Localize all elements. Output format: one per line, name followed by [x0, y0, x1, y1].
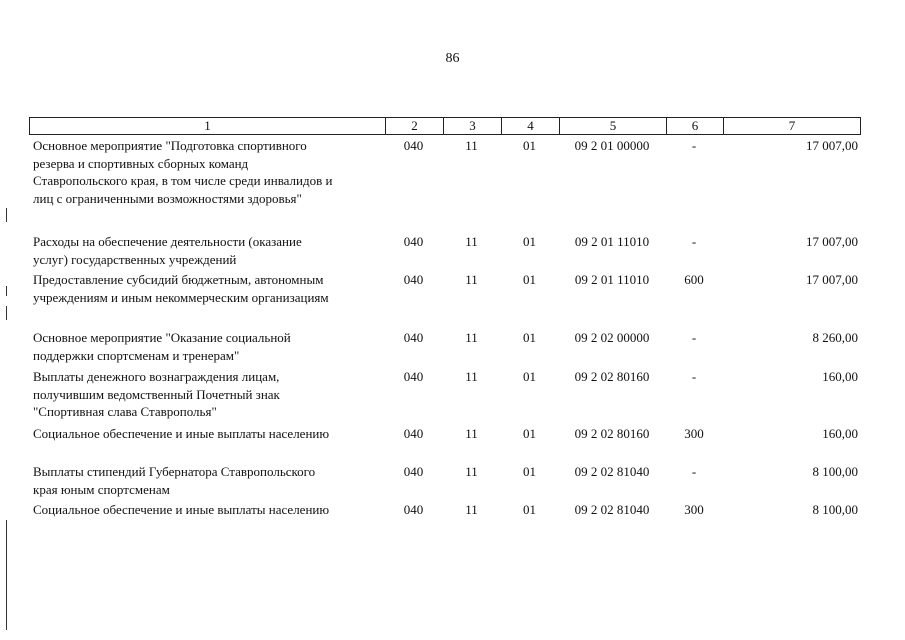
cell-col-2: 040: [403, 234, 424, 249]
row-name-line: поддержки спортсменам и тренерам": [33, 347, 240, 363]
cell-col-7: 8 260,00: [812, 330, 858, 345]
cell-col-3: 11: [465, 272, 478, 287]
row-name-line: резерва и спортивных сборных команд: [33, 155, 249, 171]
row-name: [33, 271, 383, 306]
scan-edge-mark: [6, 306, 7, 320]
cell-col-3: 11: [465, 426, 478, 441]
cell-col-2: 040: [403, 369, 424, 384]
cell-col-7: 17 007,00: [806, 138, 858, 153]
cell-col-3: 11: [465, 330, 478, 345]
cell-col-4: 01: [523, 234, 536, 249]
cell-col-6: -: [691, 138, 697, 153]
scan-edge-mark: [6, 520, 7, 630]
cell-col-6: 300: [684, 426, 704, 441]
cell-col-5: 09 2 01 00000: [574, 138, 650, 153]
cell-col-3: 11: [465, 502, 478, 517]
column-header-1: 1: [29, 117, 386, 135]
cell-col-2: 040: [403, 426, 424, 441]
cell-col-4: 01: [523, 330, 536, 345]
row-name: [33, 137, 383, 207]
cell-col-3: 11: [465, 464, 478, 479]
cell-col-2: 040: [403, 138, 424, 153]
cell-col-5: 09 2 02 80160: [574, 369, 650, 384]
cell-col-4: 01: [523, 369, 536, 384]
row-name: [33, 501, 383, 519]
column-header-4: 4: [501, 117, 560, 135]
row-name-line: Расходы на обеспечение деятельности (оказание: [33, 234, 302, 249]
cell-col-4: 01: [523, 502, 536, 517]
cell-col-6: 300: [684, 502, 704, 517]
row-name-line: Основное мероприятие "Подготовка спортивного: [33, 138, 307, 153]
cell-col-5: 09 2 02 81040: [574, 502, 650, 517]
column-header-6: 6: [666, 117, 724, 135]
row-name-line: Социальное обеспечение и иные выплаты населению: [33, 502, 330, 517]
row-name-line: получившим ведомственный Почетный знак: [33, 386, 280, 402]
column-header-5: 5: [559, 117, 667, 135]
row-name-line: "Спортивная слава Ставрополья": [33, 404, 217, 419]
cell-col-6: -: [691, 234, 697, 249]
column-header-2: 2: [385, 117, 444, 135]
cell-col-2: 040: [403, 330, 424, 345]
row-name: [33, 233, 383, 268]
row-name-line: Выплаты стипендий Губернатора Ставропольского: [33, 464, 316, 479]
row-name-line: Основное мероприятие "Оказание социальной: [33, 330, 291, 345]
row-name: [33, 368, 383, 421]
row-name-line: Выплаты денежного вознаграждения лицам,: [33, 369, 280, 384]
cell-col-2: 040: [403, 502, 424, 517]
row-name-line: учреждениям и иным некоммерческим организациям: [33, 289, 329, 305]
cell-col-3: 11: [465, 234, 478, 249]
cell-col-3: 11: [465, 369, 478, 384]
row-name-line: Социальное обеспечение и иные выплаты населению: [33, 426, 330, 441]
cell-col-4: 01: [523, 138, 536, 153]
cell-col-7: 17 007,00: [806, 234, 858, 249]
page-number: 86: [445, 51, 460, 66]
cell-col-6: -: [691, 464, 697, 479]
cell-col-7: 8 100,00: [812, 464, 858, 479]
cell-col-7: 160,00: [822, 426, 858, 441]
cell-col-7: 8 100,00: [812, 502, 858, 517]
cell-col-6: -: [691, 330, 697, 345]
row-name: [33, 463, 383, 498]
row-name-line: лиц с ограниченными возможностями здоровья": [33, 190, 302, 206]
row-name-line: услуг) государственных учреждений: [33, 251, 237, 267]
cell-col-4: 01: [523, 272, 536, 287]
cell-col-7: 17 007,00: [806, 272, 858, 287]
row-name: [33, 329, 383, 364]
cell-col-5: 09 2 02 80160: [574, 426, 650, 441]
row-name-line: Предоставление субсидий бюджетным, автономным: [33, 272, 324, 287]
scan-edge-mark: [6, 286, 7, 296]
cell-col-5: 09 2 01 11010: [574, 234, 650, 249]
cell-col-2: 040: [403, 272, 424, 287]
row-name: [33, 425, 383, 443]
cell-col-5: 09 2 02 81040: [574, 464, 650, 479]
row-name-line: Ставропольского края, в том числе среди инвалидов и: [33, 173, 333, 188]
cell-col-2: 040: [403, 464, 424, 479]
cell-col-4: 01: [523, 464, 536, 479]
column-header-3: 3: [443, 117, 502, 135]
cell-col-3: 11: [465, 138, 478, 153]
row-name-line: края юным спортсменам: [33, 481, 170, 497]
column-header-7: 7: [723, 117, 861, 135]
cell-col-6: -: [691, 369, 697, 384]
cell-col-7: 160,00: [822, 369, 858, 384]
cell-col-5: 09 2 02 00000: [574, 330, 650, 345]
scan-edge-mark: [6, 208, 7, 222]
cell-col-4: 01: [523, 426, 536, 441]
cell-col-6: 600: [684, 272, 704, 287]
cell-col-5: 09 2 01 11010: [574, 272, 650, 287]
